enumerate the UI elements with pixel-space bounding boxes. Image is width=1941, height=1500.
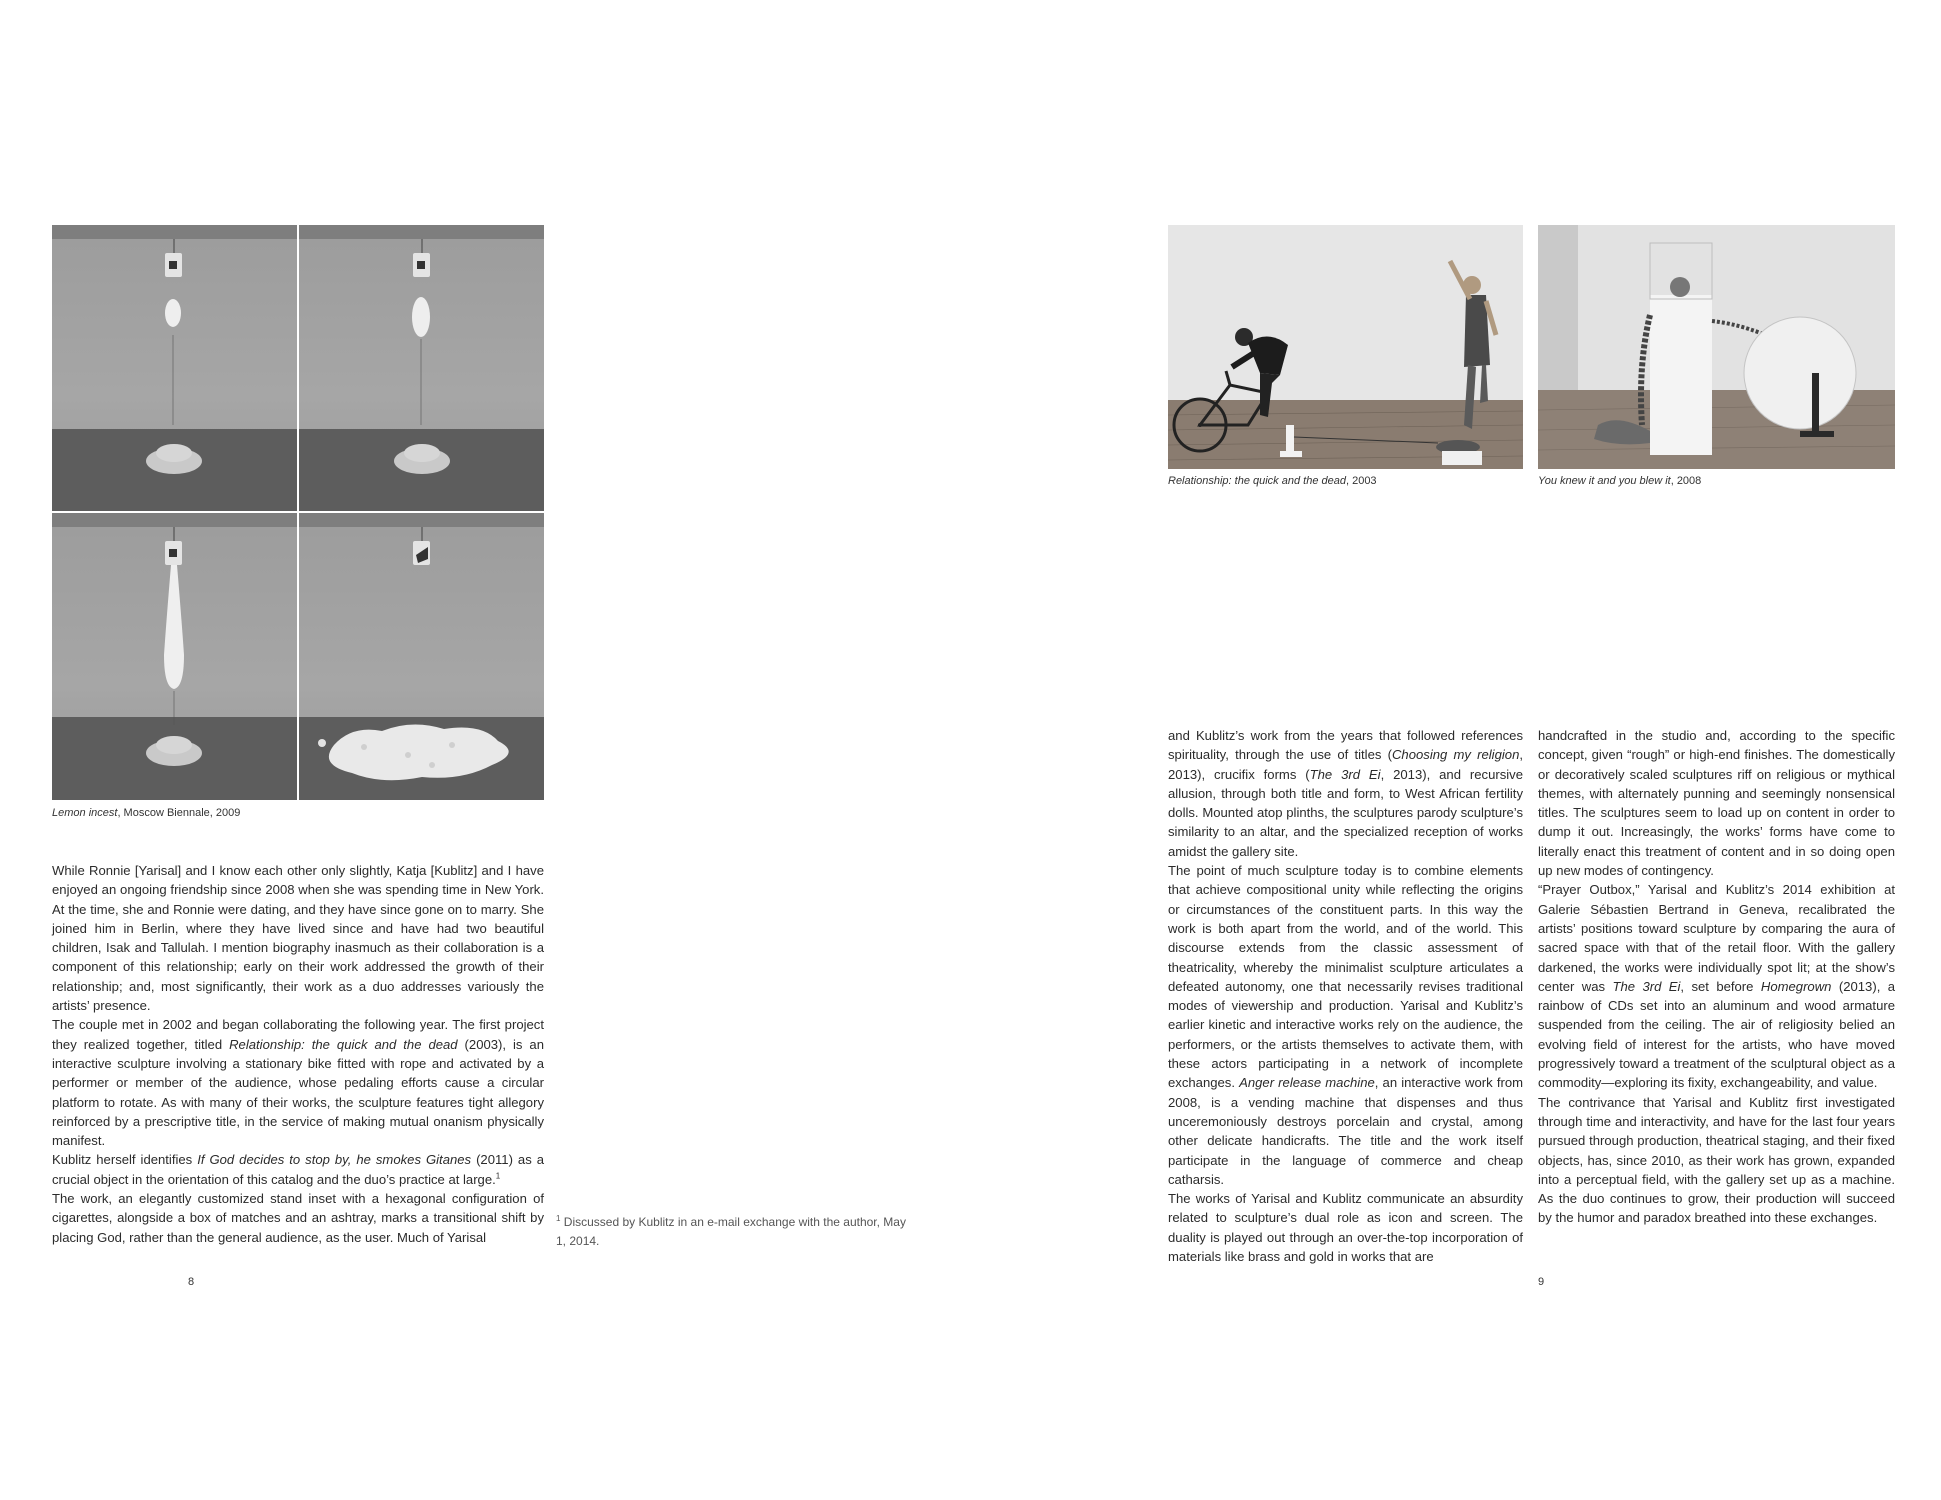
right-body-column-2 <box>1538 726 1895 1228</box>
caption-details: , Moscow Biennale, 2009 <box>117 807 241 819</box>
right-body-column-1 <box>1168 726 1523 1266</box>
lemon-incest-photos-svg <box>52 225 544 800</box>
relationship-photo <box>1168 225 1523 469</box>
footnote-number: 1 <box>556 1214 561 1223</box>
lemon-incest-photo-grid <box>52 225 544 800</box>
photo-frame-2 <box>299 225 544 511</box>
caption-details: , 2003 <box>1345 475 1377 487</box>
photo-frame-3 <box>52 513 297 800</box>
paragraph-1: While Ronnie [Yarisal] and I know each other only slightly, Katja [Kublitz] and I have enjoyed an ongoing friendship since 2008 when she was spending time in New York. At the time, she and Ronnie were dating, and they have since gone on to marry. She joined him in Berlin, where they have lived since and have had two beautiful children, Isak and Tallulah. I mention biography inasmuch as their collaboration is a component of this relationship; early on their work addressed the growth of their relationship; and, most significantly, their work as a duo addresses variously the artists’ presence. <box>52 863 544 1014</box>
lemon-incest-caption <box>52 807 240 819</box>
paragraph-2: The couple met in 2002 and began collaborating the following year. The first project they realized together, titled Relationship: the quick and the dead (2003), is an interactive sculpture involving a stationary bike fitted with rope and activated by a performer or member of the audience, whose pedaling efforts cause a circular platform to rotate. As with many of their works, the sculpture features tight allegory reinforced by a prescriptive title, in the service of making mutual onanism physically manifest. <box>52 1017 544 1149</box>
footnote <box>556 1213 911 1251</box>
photo-frame-1 <box>52 225 297 511</box>
paragraph-3: The contrivance that Yarisal and Kublitz first investigated through time and interactivity, and have for the last four years pursued through production, theatrical staging, and their fixed objects, has, since 2010, as their work has grown, expanded into a perceptual field, with the gallery set up as a machine. As the duo continues to grow, their production will succeed by the humor and paradox breathed into these exchanges. <box>1538 1094 1895 1226</box>
you-knew-it-caption <box>1538 475 1701 487</box>
paragraph-2: “Prayer Outbox,” Yarisal and Kublitz’s 2014 exhibition at Galerie Sébastien Bertrand in Geneva, recalibrated the artists’ positions toward sculpture by comparing the aura of sacred space with that of the retail floor. With the gallery darkened, the works were individually spot lit; at the show’s center was The 3rd Ei, set before Homegrown (2013), a rainbow of CDs set into an aluminum and wood armature suspended from the ceiling. The air of religiosity belied an evolving field of interest for the artists, who have moved progressively toward a treatment of the sculptural object as a commodity—exploring its fixity, exchangeability, and value. <box>1538 882 1896 1091</box>
photo-frame-4 <box>299 513 544 800</box>
paragraph-1: handcrafted in the studio and, according to the specific concept, given “rough” or high-end finishes. The domestically or decoratively scaled sculptures riff on religious or mythical themes, with alternately punning and seemingly nonsensical titles. The sculptures seem to load up on content in order to dump it out. Increasingly, the works’ forms have come to literally enact this treatment of content and in so doing open up new modes of contingency. <box>1538 728 1895 879</box>
relationship-photo-svg <box>1168 225 1523 469</box>
paragraph-3: The works of Yarisal and Kublitz communicate an absurdity related to sculpture’s dual role as icon and screen. The duality is played out through an over-the-top incorporation of materials like brass and gold in works that are <box>1168 1191 1523 1265</box>
paragraph-2: The point of much sculpture today is to combine elements that achieve compositional unity while reflecting the origins or circumstances of the constituent parts. In this way the work is both apart from the world, and of the world. This discourse extends from the classic assessment of theatricality, whereby the minimalist sculpture articulates a defeated autonomy, one that necessarily revises traditional modes of viewership and production. Yarisal and Kublitz’s earlier kinetic and interactive works rely on the audience, the performers, or the artists themselves to activate them, with these actors participating in a network of incomplete exchanges. Anger release machine, an interactive work from 2008, is a vending machine that dispenses and thus unceremoniously destroys porcelain and crystal, among other delicate handicrafts. The title and the work itself participate in the language of commerce and cheap catharsis. <box>1168 863 1524 1187</box>
left-body-column <box>52 861 544 1247</box>
paragraph-1: and Kublitz’s work from the years that followed references spirituality, through the use of titles (Choosing my religion, 2013), crucifix forms (The 3rd Ei, 2013), and recursive allusion, through both title and form, to West African fertility dolls. Mounted atop plinths, the sculptures parody sculpture’s similarity to an altar, and the specialized reception of works amidst the gallery site. <box>1168 728 1523 859</box>
footnote-text: Discussed by Kublitz in an e-mail exchange with the author, May 1, 2014. <box>556 1215 906 1248</box>
page-number-right: 9 <box>1538 1276 1545 1288</box>
paragraph-3: Kublitz herself identifies If God decides to stop by, he smokes Gitanes (2011) as a crucial object in the orientation of this catalog and the duo’s practice at large.$^1$ <box>52 1152 544 1187</box>
caption-work-title: Lemon incest <box>52 807 118 819</box>
you-knew-it-photo-svg <box>1538 225 1895 469</box>
caption-work-title: Relationship: the quick and the dead <box>1168 475 1346 487</box>
caption-details: , 2008 <box>1670 475 1702 487</box>
page-number-left: 8 <box>188 1276 195 1288</box>
caption-work-title: You knew it and you blew it <box>1538 475 1671 487</box>
paragraph-4: The work, an elegantly customized stand inset with a hexagonal configuration of cigarettes, alongside a box of matches and an ashtray, marks a transitional shift by placing God, rather than the general audience, as the user. Much of Yarisal <box>52 1191 544 1245</box>
you-knew-it-photo <box>1538 225 1895 469</box>
relationship-caption <box>1168 475 1377 487</box>
footnote-ref: 1 <box>495 1171 501 1181</box>
